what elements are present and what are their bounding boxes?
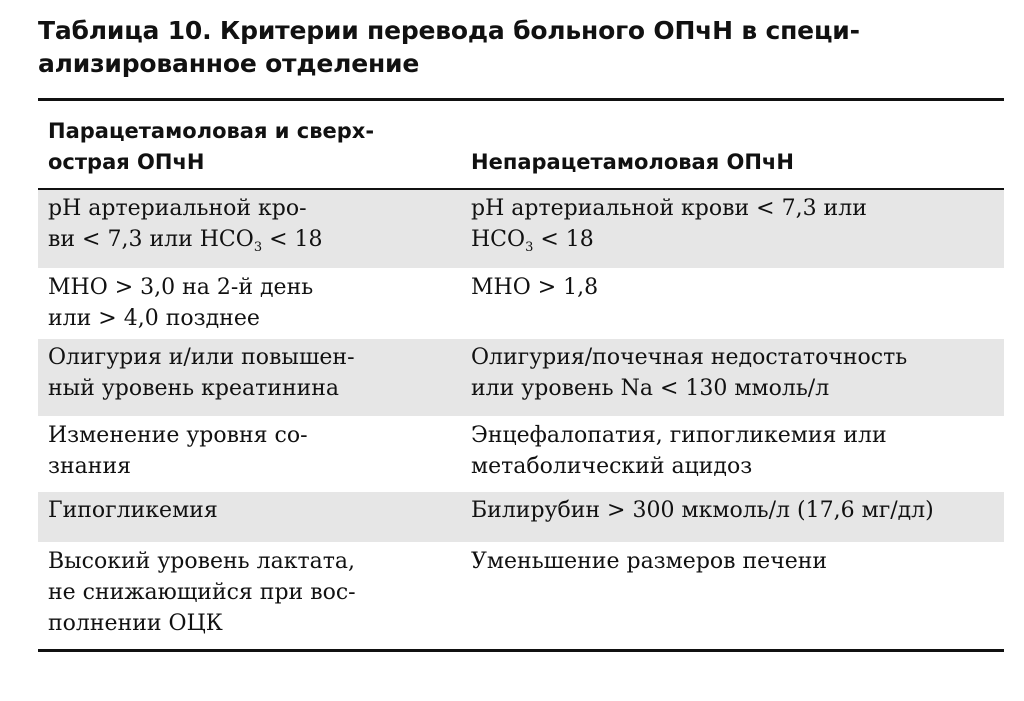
cell-ph-paracetamol [38, 190, 461, 268]
cell-line: Гипогликемия [48, 498, 218, 523]
table-row [38, 417, 1004, 492]
cell-encephalopathy-non-paracetamol [461, 417, 1004, 492]
cell-oliguria-paracetamol [38, 339, 461, 416]
cell-text: HCO [471, 227, 526, 252]
cell-line: Уменьшение размеров печени [471, 549, 828, 574]
document-page [38, 0, 1004, 636]
table-title-line-1: Таблица 10. Критерии перевода больного ОПчН в специ- [38, 16, 860, 45]
cell-line [471, 224, 1004, 255]
table-row [38, 339, 1004, 417]
cell-line [48, 224, 461, 255]
cell-line: полнении ОЦК [48, 611, 223, 636]
header-paracetamol-line-2: острая ОПчН [48, 150, 205, 174]
table-header-row [38, 101, 1004, 190]
cell-inr-paracetamol [38, 269, 461, 339]
cell-line: МНО > 3,0 на 2-й день [48, 275, 314, 300]
cell-line: Билирубин > 300 мкмоль/л (17,6 мг/дл) [471, 498, 934, 523]
cell-line: pH артериальной крови < 7,3 или [471, 196, 867, 221]
header-paracetamol-line-1: Парацетамоловая и сверх- [48, 119, 375, 143]
cell-line: или > 4,0 позднее [48, 306, 260, 331]
cell-line: МНО > 1,8 [471, 275, 599, 300]
cell-line: Изменение уровня со- [48, 423, 308, 448]
cell-line: или уровень Na < 130 ммоль/л [471, 376, 830, 401]
cell-line: метаболический ацидоз [471, 454, 753, 479]
cell-oliguria-non-paracetamol [461, 339, 1004, 416]
cell-bilirubin-non-paracetamol [461, 492, 1004, 542]
cell-line: ный уровень креатинина [48, 376, 340, 401]
cell-line: знания [48, 454, 131, 479]
table-row [38, 269, 1004, 339]
cell-consciousness-paracetamol [38, 417, 461, 492]
cell-ph-non-paracetamol [461, 190, 1004, 268]
header-paracetamol [38, 101, 461, 188]
cell-line: Высокий уровень лактата, [48, 549, 356, 574]
cell-line: не снижающийся при вос- [48, 580, 356, 605]
criteria-table [38, 98, 1004, 652]
cell-liver-size-non-paracetamol [461, 543, 1004, 649]
cell-hypoglycemia-paracetamol [38, 492, 461, 542]
table-row [38, 190, 1004, 269]
cell-inr-non-paracetamol [461, 269, 1004, 339]
subscript: 3 [253, 240, 263, 255]
cell-text: < 18 [533, 227, 594, 252]
cell-line: Энцефалопатия, гипогликемия или [471, 423, 887, 448]
table-row [38, 543, 1004, 649]
subscript: 3 [525, 240, 534, 255]
cell-line: Олигурия/почечная недостаточность [471, 345, 908, 370]
cell-line: Олигурия и/или повышен- [48, 345, 355, 370]
header-non-paracetamol [461, 101, 1004, 188]
cell-line: pH артериальной кро- [48, 196, 307, 221]
table-title [38, 0, 1004, 82]
cell-text: < 18 [262, 227, 323, 252]
table-title-line-2: ализированное отделение [38, 49, 420, 78]
cell-lactate-paracetamol [38, 543, 461, 649]
cell-text: ви < 7,3 или HCO [48, 227, 254, 252]
header-non-paracetamol-text: Непарацетамоловая ОПчН [471, 150, 794, 174]
table-row [38, 492, 1004, 543]
